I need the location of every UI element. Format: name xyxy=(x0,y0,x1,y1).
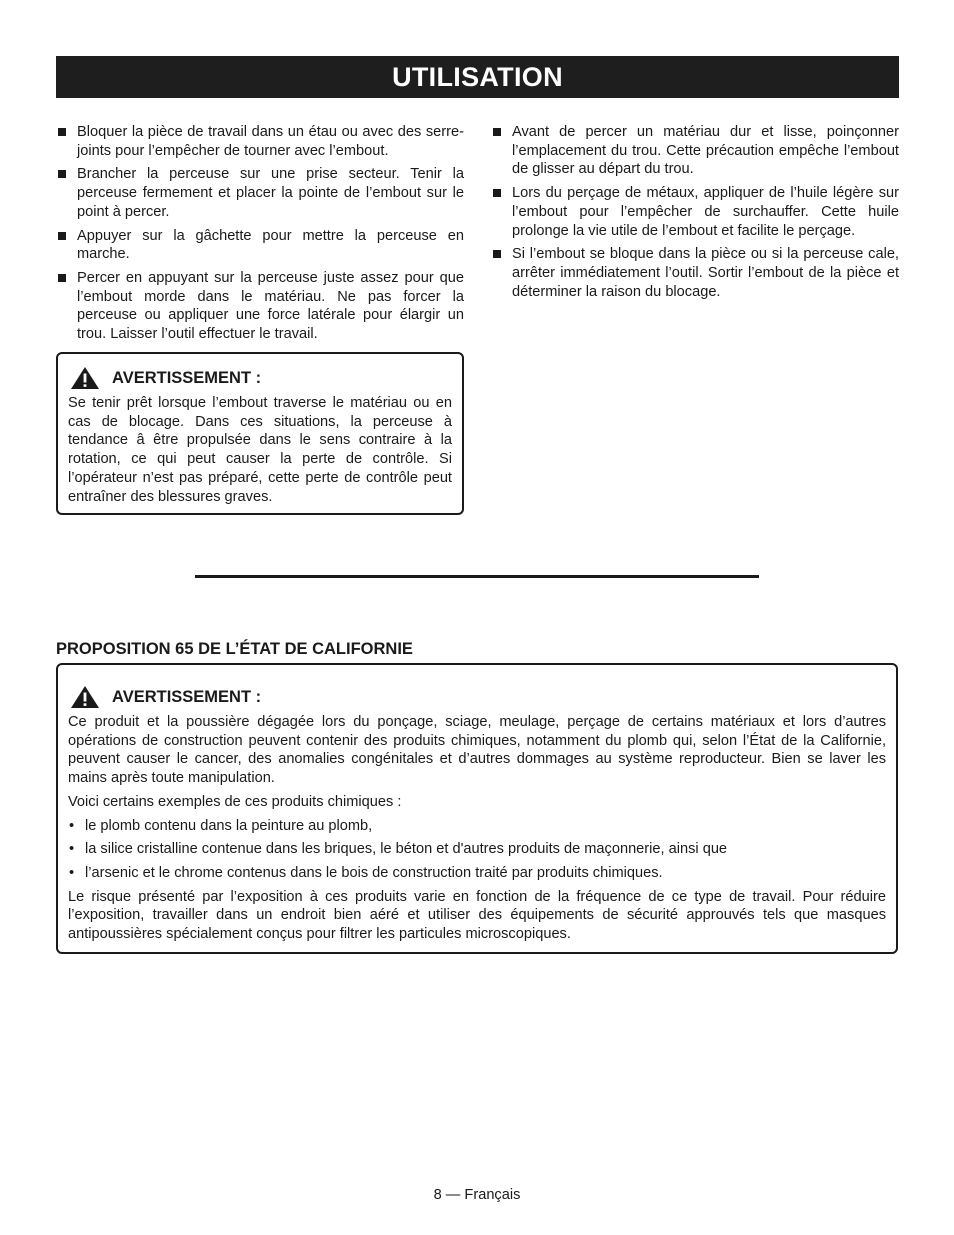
warning-body xyxy=(68,713,886,944)
right-instructions-column xyxy=(491,123,899,306)
warning-title: AVERTISSEMENT : xyxy=(112,687,262,706)
warning-triangle-icon xyxy=(70,366,100,390)
list-item: Brancher la perceuse sur une prise secteur. Tenir la perceuse fermement et placer la pointe de l’embout sur le point à percer. xyxy=(56,165,464,221)
chemical-examples-list xyxy=(68,817,886,883)
list-item: • la silice cristalline contenue dans les briques, le béton et d'autres produits de maçonnerie, ainsi que xyxy=(68,840,886,859)
warning-header xyxy=(70,685,886,709)
list-item: Appuyer sur la gâchette pour mettre la perceuse en marche. xyxy=(56,227,464,264)
list-item: Percer en appuyant sur la perceuse juste assez pour que l’embout morde dans le matériau. Ne pas forcer la perceuse ou appliquer une force latérale pour élargir un trou. Laisser l’outil effectuer le travail. xyxy=(56,269,464,344)
warning-box-proposition-65 xyxy=(56,663,898,954)
warning-triangle-icon xyxy=(70,685,100,709)
list-item: Avant de percer un matériau dur et lisse, poinçonner l’emplacement du trou. Cette précaution empêche l’embout de glisser au départ du trou. xyxy=(491,123,899,179)
section-title-bar xyxy=(56,56,899,98)
proposition-65-heading: PROPOSITION 65 DE L’ÉTAT DE CALIFORNIE xyxy=(56,640,413,658)
examples-lead: Voici certains exemples de ces produits chimiques : xyxy=(68,793,402,810)
left-instructions-column xyxy=(56,123,464,349)
list-item: • le plomb contenu dans la peinture au plomb, xyxy=(68,817,886,836)
list-item: Bloquer la pièce de travail dans un étau ou avec des serre-joints pour l’empêcher de tourner avec l’embout. xyxy=(56,123,464,160)
warning-closing: Le risque présenté par l’exposition à ces produits varie en fonction de la fréquence de ce type de travail. Pour réduire l’exposition, travailler dans un endroit bien aéré et utiliser des équipements de sécurité approuvés tels que masques antipoussières spécialement conçus pour filtrer les particules microscopiques. xyxy=(68,888,886,943)
list-item: • l’arsenic et le chrome contenus dans le bois de construction traité par produits chimiques. xyxy=(68,864,886,883)
list-item: Si l’embout se bloque dans la pièce ou si la perceuse cale, arrêter immédiatement l’outil. Sortir l’embout de la pièce et déterminer la raison du blocage. xyxy=(491,245,899,301)
left-instructions-list xyxy=(56,123,464,344)
list-item: Lors du perçage de métaux, appliquer de l’huile légère sur l’embout pour l’empêcher de surchauffer. Cette huile prolonge la vie utile de l’embout et facilite le perçage. xyxy=(491,184,899,240)
warning-header xyxy=(70,366,452,390)
section-divider xyxy=(195,575,759,578)
warning-title: AVERTISSEMENT : xyxy=(112,368,262,387)
right-instructions-list xyxy=(491,123,899,301)
warning-box-kickback xyxy=(56,352,464,515)
page-footer: 8 — Français xyxy=(433,1187,521,1203)
section-title: UTILISATION xyxy=(392,62,563,92)
warning-text: Se tenir prêt lorsque l’embout traverse le matériau ou en cas de blocage. Dans ces situations, la perceuse à tendance â être propulsée dans le sens contraire à la rotation, ce qui peut causer la perte de contrôle. Si l’opérateur n’est pas préparé, cette perte de contrôle peut entraîner des blessures graves. xyxy=(68,395,452,505)
warning-intro: Ce produit et la poussière dégagée lors du ponçage, sciage, meulage, perçage de certains matériaux et lors d’autres opérations de construction peuvent contenir des produits chimiques, notamment du plomb qui, selon l’État de la Californie, peuvent causer le cancer, des anomalies congénitales et d’autres dommages au système reproducteur. Bien se laver les mains après toute manipulation. xyxy=(68,714,886,787)
